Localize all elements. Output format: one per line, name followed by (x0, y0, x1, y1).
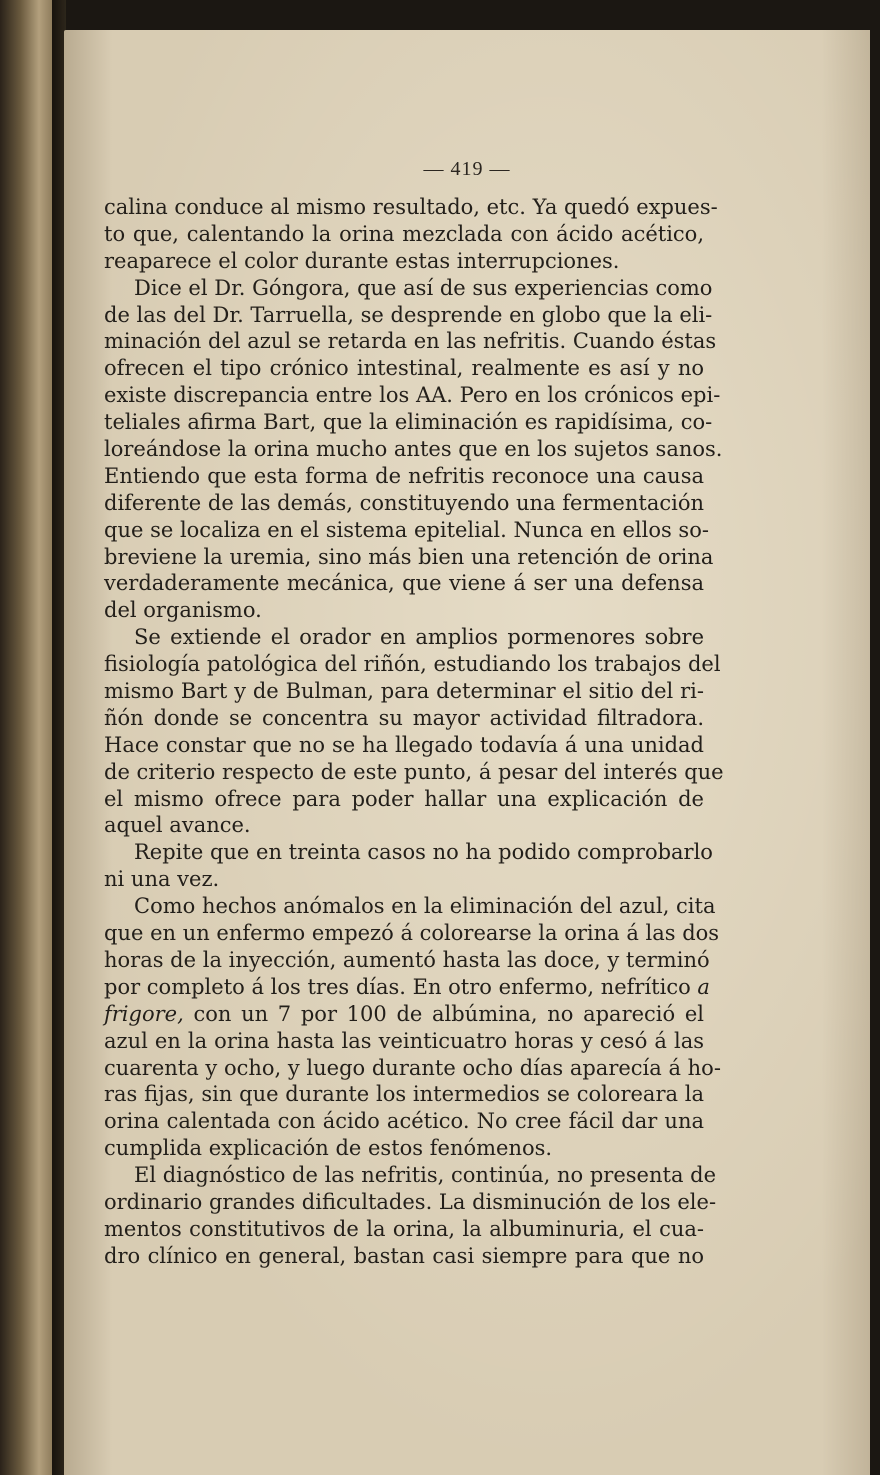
left-page-edge (0, 0, 52, 1475)
text-line: Se extiende el orador en amplios pormenores sobre (134, 625, 704, 650)
text-line: fisiología patológica del riñón, estudiando los trabajos del (104, 652, 721, 677)
text-line: cuarenta y ocho, y luego durante ocho días aparecía á ho- (104, 1055, 721, 1080)
book-page (64, 30, 870, 1475)
text-line: ñón donde se concentra su mayor actividad filtradora. (104, 705, 704, 730)
text-line: diferente de las demás, constituyendo una fermentación (104, 490, 704, 515)
text-line: minación del azul se retarda en las nefritis. Cuando éstas (104, 329, 717, 354)
text-line-main: por completo á los tres días. En otro enfermo, nefrítico a (104, 974, 710, 999)
text-line: El diagnóstico de las nefritis, continúa, no presenta de (134, 1163, 717, 1188)
text-line: mentos constitutivos de la orina, la albuminuria, el cua- (104, 1216, 704, 1241)
text-line: Como hechos anómalos en la eliminación del azul, cita (134, 894, 716, 919)
text-line: cumplida explicación de estos fenómenos. (104, 1136, 553, 1161)
text-line: aquel avance. (104, 813, 251, 838)
text-line: azul en la orina hasta las veinticuatro horas y cesó á las (104, 1028, 704, 1053)
text-line: ordinario grandes dificultades. La disminución de los ele- (104, 1189, 717, 1214)
text-line: de criterio respecto de este punto, á pesar del interés que (104, 759, 724, 784)
text-line: Repite que en treinta casos no ha podido comprobarlo (134, 840, 713, 865)
italic-phrase: frigore, (104, 1001, 184, 1026)
text-line: to que, calentando la orina mezclada con ácido acético, (104, 221, 704, 246)
text-line: de las del Dr. Tarruella, se desprende en globo que la eli- (104, 302, 713, 327)
text-line: ofrecen el tipo crónico intestinal, realmente es así y no (104, 356, 704, 381)
text-line: ras fijas, sin que durante los intermedios se coloreara la (104, 1082, 704, 1107)
text-line: reaparece el color durante estas interrupciones. (104, 248, 620, 273)
text-line: horas de la inyección, aumentó hasta las doce, y terminó (104, 947, 710, 972)
text-line: breviene la uremia, sino más bien una retención de orina (104, 544, 714, 569)
text-line: calina conduce al mismo resultado, etc. Ya quedó expues- (104, 195, 718, 219)
text-line (104, 1001, 704, 1028)
text-line: que en un enfermo empezó á colorearse la orina á las dos (104, 921, 720, 946)
text-line: loreándose la orina mucho antes que en los sujetos sanos. (104, 437, 723, 462)
text-line: orina calentada con ácido acético. No cree fácil dar una (104, 1109, 704, 1134)
text-line: Hace constar que no se ha llegado todavía á una unidad (104, 732, 704, 757)
text-line: que se localiza en el sistema epitelial. Nunca en ellos so- (104, 517, 709, 542)
page-number: — 419 — (423, 158, 511, 180)
text-line: Entiendo que esta forma de nefritis reconoce una causa (104, 463, 704, 488)
text-line: verdaderamente mecánica, que viene á ser una defensa (104, 571, 704, 596)
text-line: existe discrepancia entre los AA. Pero en los crónicos epi- (104, 383, 721, 408)
text-line: Dice el Dr. Góngora, que así de sus experiencias como (134, 275, 713, 300)
body-text (104, 194, 724, 1270)
text-line: teliales afirma Bart, que la eliminación es rapidísima, co- (104, 410, 713, 435)
text-line-main: frigore, con un 7 por 100 de albúmina, no apareció el (104, 1001, 704, 1026)
text-line: del organismo. (104, 598, 262, 623)
text-line: mismo Bart y de Bulman, para determinar el sitio del ri- (104, 679, 704, 704)
text-line: ni una vez. (104, 867, 220, 892)
text-line: dro clínico en general, bastan casi siempre para que no (104, 1243, 704, 1268)
italic-phrase: a (697, 974, 710, 999)
text-line (104, 974, 710, 1001)
text-line: el mismo ofrece para poder hallar una explicación de (104, 786, 704, 811)
